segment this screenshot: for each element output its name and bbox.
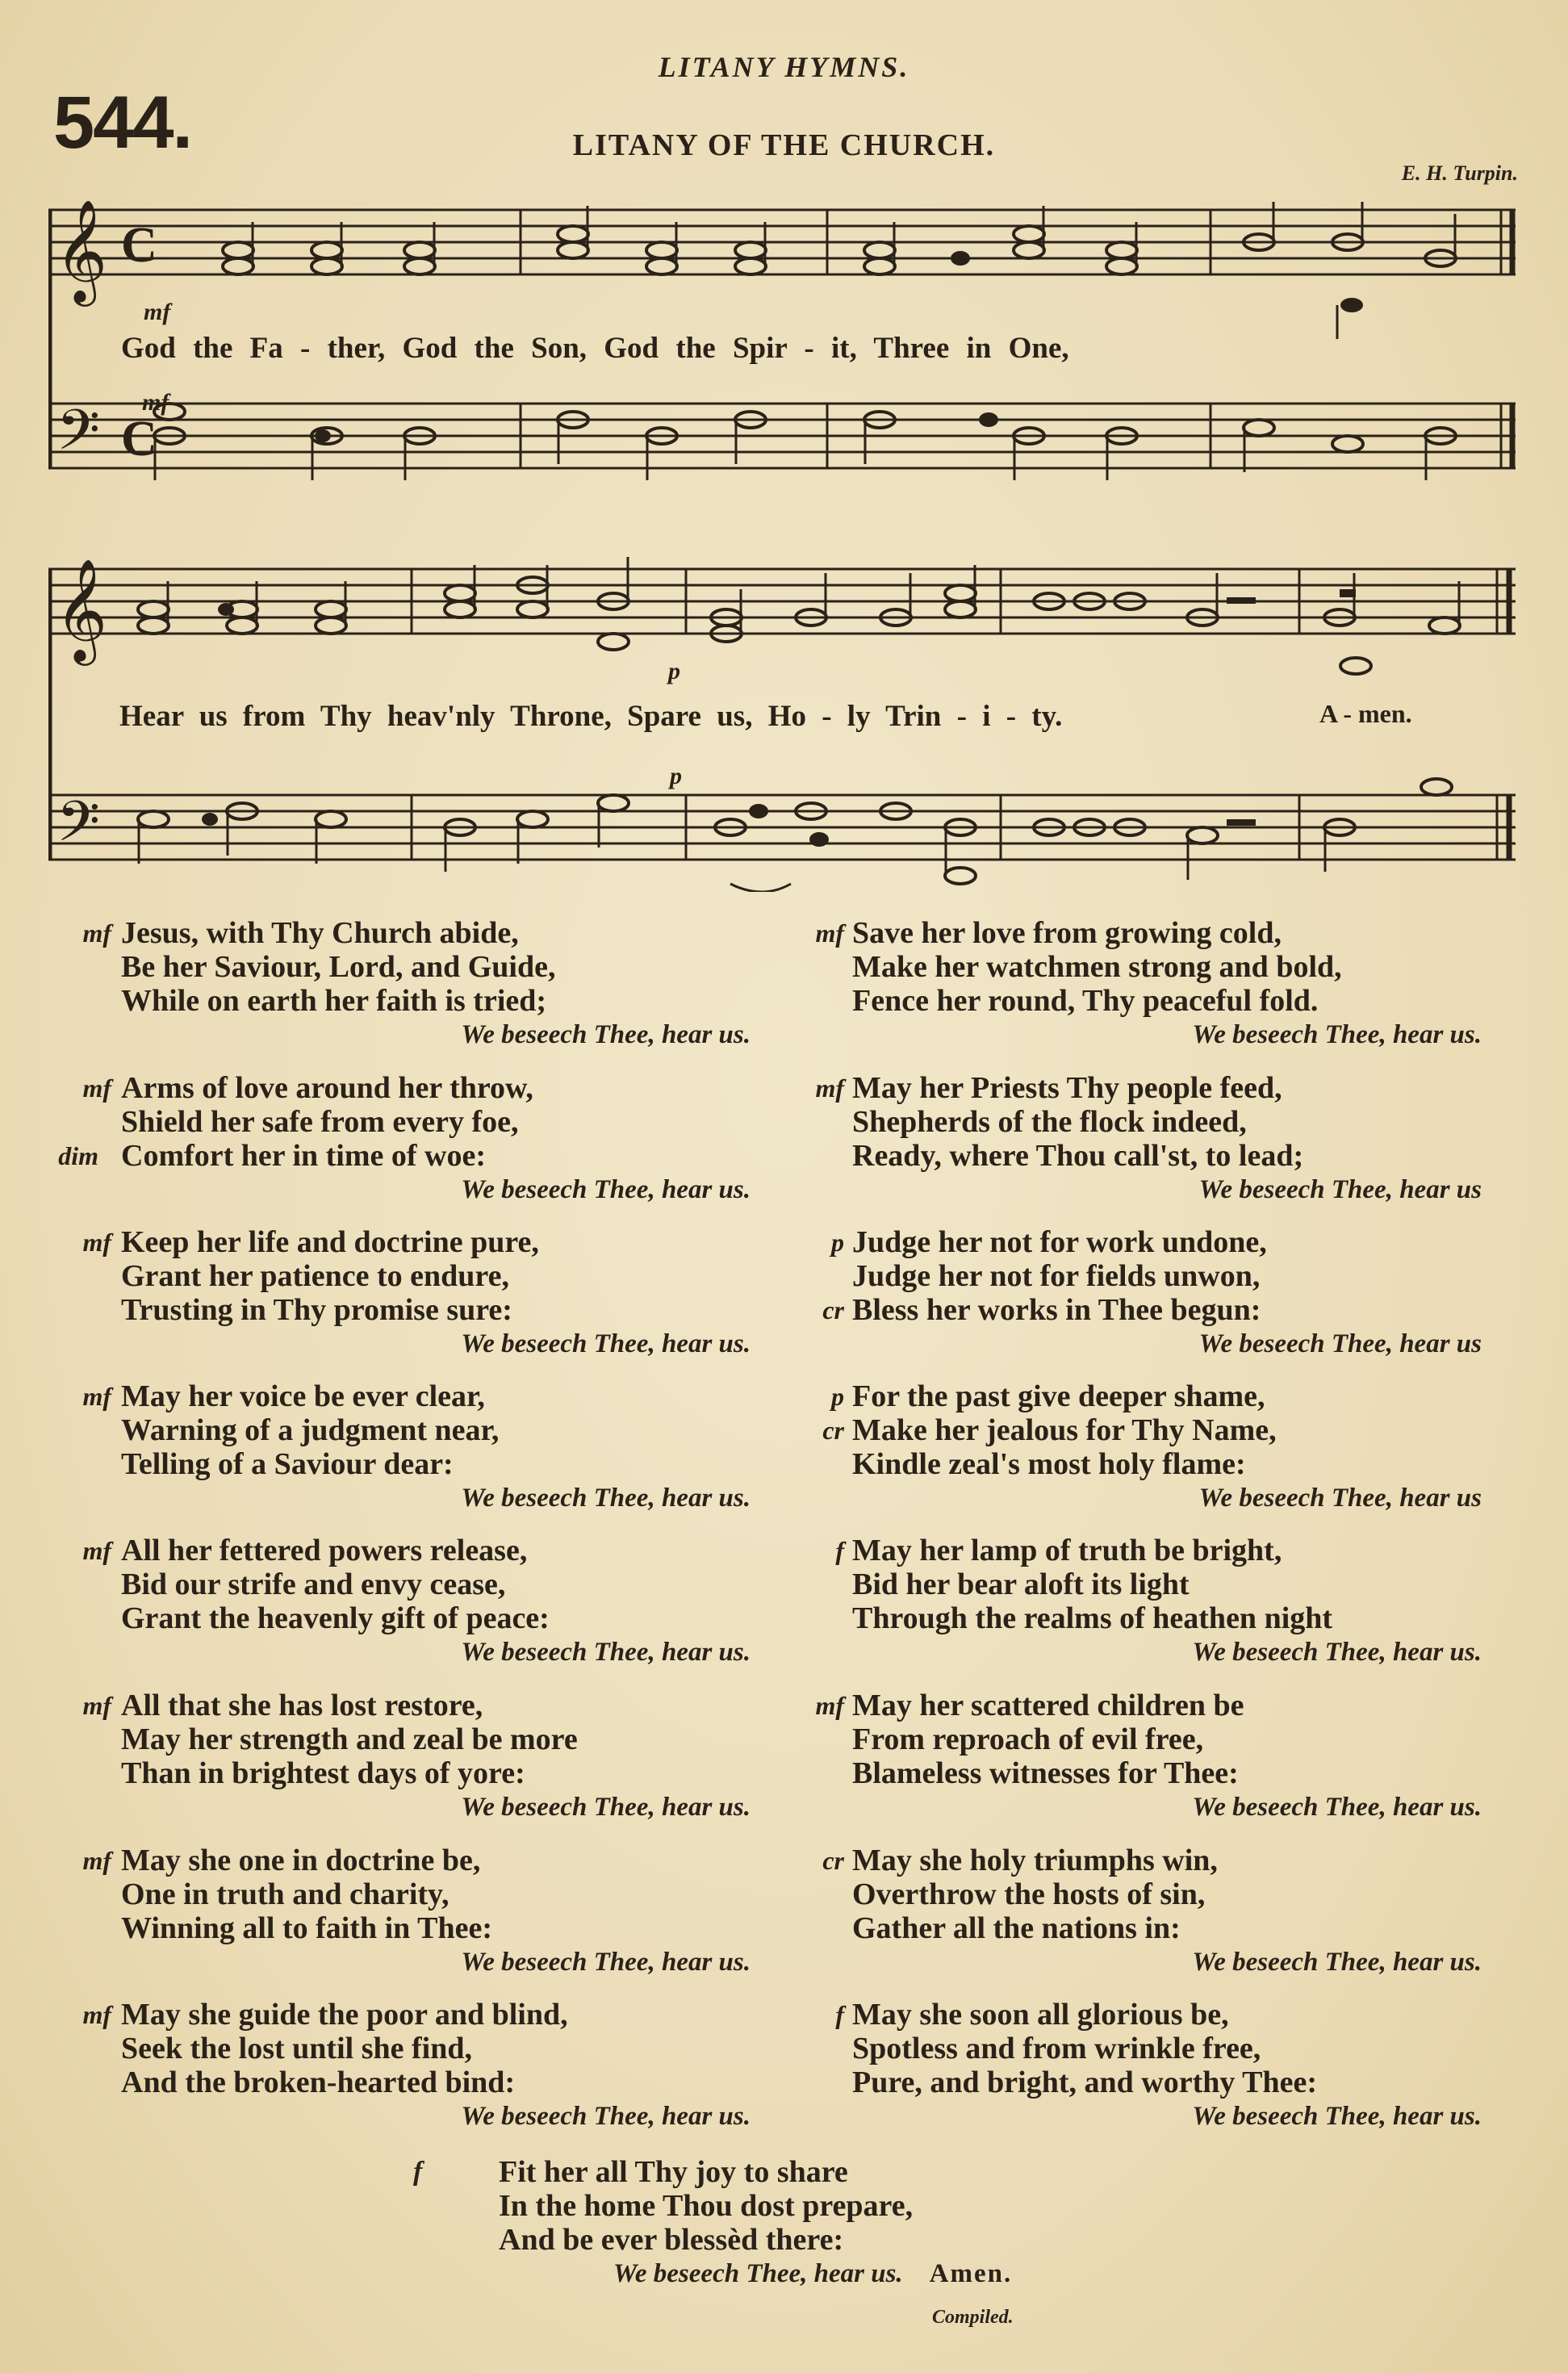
verse-line: Spotless and from wrinkle free, xyxy=(852,2032,1261,2065)
svg-text:𝄞: 𝄞 xyxy=(55,199,108,302)
verse-line: Telling of a Saviour dear: xyxy=(121,1447,454,1481)
refrain: We beseech Thee, hear us. xyxy=(461,2102,751,2131)
dynamic-mark: mf xyxy=(82,1074,111,1103)
dynamic-mark: mf xyxy=(82,2000,111,2029)
verse-line: Arms of love around her throw, xyxy=(121,1071,533,1105)
verse-line: Shepherds of the flock indeed, xyxy=(852,1105,1247,1139)
dynamic-mark: mf xyxy=(815,1691,844,1720)
verse-line: All that she has lost restore, xyxy=(121,1689,483,1722)
cr-mark: cr xyxy=(822,1416,844,1445)
verse-line: Jesus, with Thy Church abide, xyxy=(121,916,519,950)
verse-line: May her scattered children be xyxy=(852,1689,1244,1722)
hymn-title: LITANY OF THE CHURCH. xyxy=(572,128,996,162)
dynamic-mf-bass-1: mf xyxy=(142,389,169,416)
verse-line: Overthrow the hosts of sin, xyxy=(852,1877,1206,1911)
verse-line: Make her watchmen strong and bold, xyxy=(852,950,1342,984)
verse-line: Save her love from growing cold, xyxy=(852,916,1282,950)
refrain: We beseech Thee, hear us. xyxy=(1192,1793,1482,1822)
dynamic-mark: f xyxy=(835,1536,844,1565)
lyric-line-2: Hear us from Thy heav'nly Throne, Spare us, Ho - ly Trin - i - ty. xyxy=(119,700,1063,733)
verse-line: Kindle zeal's most holy flame: xyxy=(852,1447,1246,1481)
verse-line: Ready, where Thou call'st, to lead; xyxy=(852,1139,1304,1173)
verse-line: Grant her patience to endure, xyxy=(121,1259,509,1293)
verse-line: For the past give deeper shame, xyxy=(852,1379,1265,1413)
verse-line: Blameless witnesses for Thee: xyxy=(852,1756,1239,1790)
verse-line: And the broken-hearted bind: xyxy=(121,2065,516,2099)
verse-line: Judge her not for work undone, xyxy=(852,1225,1267,1259)
verse-line: Trusting in Thy promise sure: xyxy=(121,1293,512,1327)
verse-line: Be her Saviour, Lord, and Guide, xyxy=(121,950,556,984)
verse-line: Bid our strife and envy cease, xyxy=(121,1567,506,1601)
dynamic-mf-treble-1: mf xyxy=(144,299,171,325)
stanza-left-6 xyxy=(82,1689,751,1824)
verse-line: Keep her life and doctrine pure, xyxy=(121,1225,539,1259)
verse-line: Bid her bear aloft its light xyxy=(852,1567,1190,1601)
refrain: We beseech Thee, hear us. xyxy=(1192,1020,1482,1049)
stanza-right-5 xyxy=(835,1534,1482,1669)
dynamic-mark: p xyxy=(831,1228,844,1257)
refrain: We beseech Thee, hear us. xyxy=(461,1484,751,1513)
verse-line: Fit her all Thy joy to share xyxy=(499,2155,848,2189)
verse-line: May her strength and zeal be more xyxy=(121,1722,578,1756)
verse-line: May she guide the poor and blind, xyxy=(121,1998,568,2032)
dynamic-mark: f xyxy=(835,2000,844,2029)
dynamic-mark: f xyxy=(413,2157,423,2187)
refrain: We beseech Thee, hear us xyxy=(1198,1329,1482,1358)
verse-line: Grant the heavenly gift of peace: xyxy=(121,1601,550,1635)
refrain-line xyxy=(452,2257,1012,2291)
verse-line: Seek the lost until she find, xyxy=(121,2032,472,2065)
cr-mark: cr xyxy=(822,1295,844,1325)
verse-line: May her Priests Thy people feed, xyxy=(852,1071,1282,1105)
verse-line: While on earth her faith is tried; xyxy=(121,984,547,1018)
dynamic-mark: mf xyxy=(82,1228,111,1257)
verse-line: Through the realms of heathen night xyxy=(852,1601,1333,1635)
svg-text:𝄢: 𝄢 xyxy=(56,397,101,476)
refrain: We beseech Thee, hear us. xyxy=(461,1020,751,1049)
refrain: We beseech Thee, hear us xyxy=(1198,1175,1482,1204)
verse-line: Make her jealous for Thy Name, xyxy=(852,1413,1277,1447)
verse-line: May her voice be ever clear, xyxy=(121,1379,485,1413)
stanza-right-8 xyxy=(835,1998,1482,2133)
dynamic-mark: mf xyxy=(82,1691,111,1720)
stanza-right-7 xyxy=(822,1844,1482,1979)
dim-mark: dim xyxy=(58,1141,98,1170)
stanza-left-2 xyxy=(58,1071,751,1207)
stanza-left-8 xyxy=(82,1998,751,2133)
stanza-left-3 xyxy=(82,1225,751,1361)
refrain: We beseech Thee, hear us xyxy=(1198,1484,1482,1513)
refrain: We beseech Thee, hear us. xyxy=(461,1793,751,1822)
verse-line: One in truth and charity, xyxy=(121,1877,449,1911)
svg-text:C: C xyxy=(121,412,157,467)
svg-text:𝄢: 𝄢 xyxy=(56,789,101,868)
running-head: LITANY HYMNS. xyxy=(658,51,910,83)
verse-line: May she one in doctrine be, xyxy=(121,1844,481,1877)
final-stanza xyxy=(413,2155,1013,2291)
stanza-left-7 xyxy=(82,1844,751,1979)
verse-line: May she soon all glorious be, xyxy=(852,1998,1229,2032)
refrain: We beseech Thee, hear us. xyxy=(613,2259,903,2288)
verse-line: Gather all the nations in: xyxy=(852,1911,1181,1945)
verse-line: Pure, and bright, and worthy Thee: xyxy=(852,2065,1318,2099)
dynamic-mark: p xyxy=(831,1382,844,1411)
refrain: We beseech Thee, hear us. xyxy=(1192,1638,1482,1667)
stanza-right-2 xyxy=(815,1071,1482,1207)
refrain: We beseech Thee, hear us. xyxy=(1192,2102,1482,2131)
amen-lyric: A - men. xyxy=(1319,699,1412,728)
verse-line: Shield her safe from every foe, xyxy=(121,1105,519,1139)
dynamic-p-treble-2: p xyxy=(668,658,680,684)
verse-line: Comfort her in time of woe: xyxy=(121,1139,486,1173)
verse-line: All her fettered powers release, xyxy=(121,1534,528,1567)
stanza-right-3 xyxy=(822,1225,1482,1361)
amen: Amen. xyxy=(929,2259,1013,2288)
stanza-right-1 xyxy=(815,916,1482,1052)
stanza-left-5 xyxy=(82,1534,751,1669)
hymn-number: 544. xyxy=(53,82,192,164)
dynamic-mark: mf xyxy=(82,1846,111,1875)
svg-text:𝄞: 𝄞 xyxy=(55,558,108,661)
verse-line: Than in brightest days of yore: xyxy=(121,1756,525,1790)
refrain: We beseech Thee, hear us. xyxy=(461,1638,751,1667)
attribution: Compiled. xyxy=(932,2307,1014,2328)
verse-line: Winning all to faith in Thee: xyxy=(121,1911,492,1945)
stanza-left-1 xyxy=(82,916,751,1052)
dynamic-mark: mf xyxy=(815,1074,844,1103)
refrain: We beseech Thee, hear us. xyxy=(461,1948,751,1977)
verse-line: Fence her round, Thy peaceful fold. xyxy=(852,984,1319,1018)
verse-line: May she holy triumphs win, xyxy=(852,1844,1218,1877)
stanza-left-4 xyxy=(82,1379,751,1515)
stanza-right-6 xyxy=(815,1689,1482,1824)
dynamic-p-bass-2: p xyxy=(670,763,682,789)
verse-line: Bless her works in Thee begun: xyxy=(852,1293,1261,1327)
verse-line: From reproach of evil free, xyxy=(852,1722,1204,1756)
dynamic-mark: mf xyxy=(82,919,111,948)
verse-line: And be ever blessèd there: xyxy=(499,2223,844,2257)
verse-line: In the home Thou dost prepare, xyxy=(499,2189,914,2223)
refrain: We beseech Thee, hear us. xyxy=(1192,1948,1482,1977)
composer-credit: E. H. Turpin. xyxy=(1401,161,1518,185)
verse-line: May her lamp of truth be bright, xyxy=(852,1534,1282,1567)
lyric-line-1: God the Fa - ther, God the Son, God the Spir - it, Three in One, xyxy=(121,332,1069,365)
verse-line: Judge her not for fields unwon, xyxy=(852,1259,1261,1293)
stanza-right-4 xyxy=(822,1379,1482,1515)
dynamic-mark: cr xyxy=(822,1846,844,1875)
verse-line: Warning of a judgment near, xyxy=(121,1413,500,1447)
dynamic-mark: mf xyxy=(815,919,844,948)
dynamic-mark: mf xyxy=(82,1536,111,1565)
dynamic-mark: mf xyxy=(82,1382,111,1411)
refrain: We beseech Thee, hear us. xyxy=(461,1329,751,1358)
refrain: We beseech Thee, hear us. xyxy=(461,1175,751,1204)
svg-text:C: C xyxy=(121,218,157,273)
